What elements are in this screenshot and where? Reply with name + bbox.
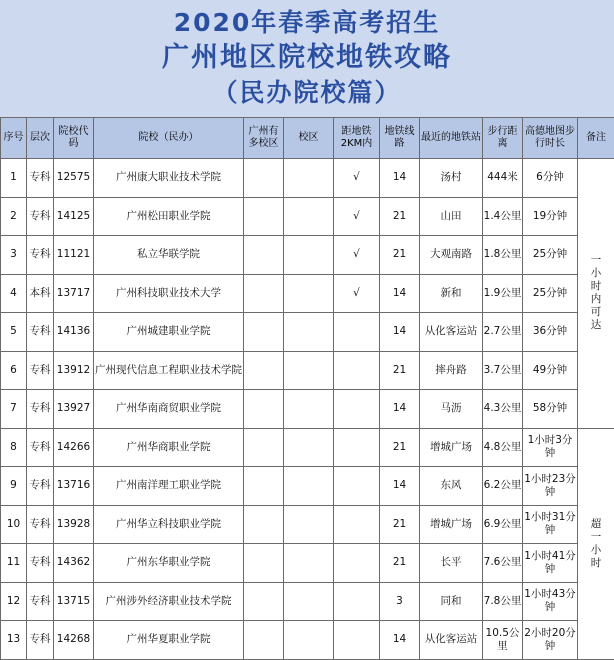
row-multi-campus — [244, 428, 284, 467]
table-row — [1, 313, 614, 352]
row-station: 大观南路 — [420, 236, 483, 275]
row-distance: 3.7公里 — [483, 351, 523, 390]
table-row — [1, 159, 614, 198]
header-row — [1, 118, 614, 159]
remark-text: 一小时内可达 — [590, 254, 602, 332]
row-station: 从化客运站 — [420, 313, 483, 352]
row-campus — [284, 159, 334, 198]
table-row — [1, 274, 614, 313]
row-school: 广州南洋理工职业学院 — [94, 467, 244, 506]
row-metro-line: 14 — [380, 621, 420, 660]
row-school: 私立华联学院 — [94, 236, 244, 275]
row-within-2km — [334, 621, 380, 660]
table-row — [1, 505, 614, 544]
header-campus: 校区 — [284, 118, 334, 159]
row-code: 14125 — [54, 197, 94, 236]
table-row — [1, 544, 614, 583]
row-level: 专科 — [27, 313, 54, 352]
header-station: 最近的地铁站 — [420, 118, 483, 159]
row-walk-time: 6分钟 — [523, 159, 578, 198]
row-metro-line: 14 — [380, 274, 420, 313]
table-row — [1, 467, 614, 506]
row-code: 12575 — [54, 159, 94, 198]
row-distance: 1.8公里 — [483, 236, 523, 275]
header-code: 院校代码 — [54, 118, 94, 159]
row-walk-time: 1小时43分钟 — [523, 582, 578, 621]
row-level: 专科 — [27, 236, 54, 275]
row-metro-line: 21 — [380, 544, 420, 583]
row-station: 山田 — [420, 197, 483, 236]
header-multi-campus: 广州有多校区 — [244, 118, 284, 159]
table-body — [1, 159, 614, 660]
row-level: 专科 — [27, 197, 54, 236]
row-campus — [284, 390, 334, 429]
row-level: 专科 — [27, 159, 54, 198]
row-metro-line: 21 — [380, 351, 420, 390]
row-within-2km — [334, 582, 380, 621]
row-distance: 7.8公里 — [483, 582, 523, 621]
row-multi-campus — [244, 621, 284, 660]
row-distance: 1.4公里 — [483, 197, 523, 236]
row-within-2km: √ — [334, 274, 380, 313]
header-metro-line: 地铁线路 — [380, 118, 420, 159]
row-distance: 444米 — [483, 159, 523, 198]
row-metro-line: 21 — [380, 236, 420, 275]
row-level: 专科 — [27, 621, 54, 660]
remark-text: 超一小时 — [590, 517, 602, 569]
header-school: 院校（民办） — [94, 118, 244, 159]
table-row — [1, 236, 614, 275]
row-code: 14362 — [54, 544, 94, 583]
row-walk-time: 1小时41分钟 — [523, 544, 578, 583]
row-code: 14268 — [54, 621, 94, 660]
row-multi-campus — [244, 582, 284, 621]
row-level: 专科 — [27, 467, 54, 506]
row-school: 广州城建职业学院 — [94, 313, 244, 352]
row-distance: 6.9公里 — [483, 505, 523, 544]
row-campus — [284, 313, 334, 352]
header-walk-time: 高德地图步行时长 — [523, 118, 578, 159]
row-distance: 1.9公里 — [483, 274, 523, 313]
row-code: 13717 — [54, 274, 94, 313]
row-campus — [284, 236, 334, 275]
row-school: 广州康大职业技术学院 — [94, 159, 244, 198]
row-distance: 4.3公里 — [483, 390, 523, 429]
row-level: 本科 — [27, 274, 54, 313]
row-school: 广州华夏职业学院 — [94, 621, 244, 660]
row-walk-time: 58分钟 — [523, 390, 578, 429]
row-code: 14266 — [54, 428, 94, 467]
row-within-2km — [334, 467, 380, 506]
table-row — [1, 621, 614, 660]
row-multi-campus — [244, 390, 284, 429]
row-seq: 10 — [1, 505, 27, 544]
row-campus — [284, 274, 334, 313]
row-seq: 6 — [1, 351, 27, 390]
table-row — [1, 428, 614, 467]
row-code: 11121 — [54, 236, 94, 275]
row-walk-time: 1小时23分钟 — [523, 467, 578, 506]
row-campus — [284, 621, 334, 660]
table-row — [1, 582, 614, 621]
row-code: 14136 — [54, 313, 94, 352]
row-campus — [284, 428, 334, 467]
row-multi-campus — [244, 236, 284, 275]
row-station: 新和 — [420, 274, 483, 313]
row-multi-campus — [244, 544, 284, 583]
row-campus — [284, 582, 334, 621]
row-school: 广州华商职业学院 — [94, 428, 244, 467]
row-multi-campus — [244, 313, 284, 352]
row-distance: 4.8公里 — [483, 428, 523, 467]
row-level: 专科 — [27, 390, 54, 429]
row-seq: 12 — [1, 582, 27, 621]
row-code: 13715 — [54, 582, 94, 621]
row-within-2km — [334, 505, 380, 544]
row-metro-line: 14 — [380, 313, 420, 352]
row-school: 广州东华职业学院 — [94, 544, 244, 583]
row-within-2km: √ — [334, 197, 380, 236]
row-school: 广州松田职业学院 — [94, 197, 244, 236]
row-level: 专科 — [27, 582, 54, 621]
row-metro-line: 21 — [380, 428, 420, 467]
row-station: 东风 — [420, 467, 483, 506]
row-multi-campus — [244, 505, 284, 544]
header-seq: 序号 — [1, 118, 27, 159]
row-multi-campus — [244, 159, 284, 198]
title-line-3: （民办院校篇） — [212, 78, 402, 107]
row-metro-line: 14 — [380, 159, 420, 198]
row-station: 长平 — [420, 544, 483, 583]
header-level: 层次 — [27, 118, 54, 159]
row-level: 专科 — [27, 428, 54, 467]
row-distance: 10.5公里 — [483, 621, 523, 660]
row-station: 马沥 — [420, 390, 483, 429]
row-station: 增城广场 — [420, 505, 483, 544]
header-distance: 步行距离 — [483, 118, 523, 159]
table-row — [1, 390, 614, 429]
row-campus — [284, 505, 334, 544]
header-remark: 备注 — [578, 118, 614, 159]
table-row — [1, 351, 614, 390]
row-station: 增城广场 — [420, 428, 483, 467]
row-school: 广州科技职业技术大学 — [94, 274, 244, 313]
row-within-2km — [334, 428, 380, 467]
row-station: 同和 — [420, 582, 483, 621]
title-line-1: 2020年春季高考招生 — [173, 8, 441, 37]
row-level: 专科 — [27, 505, 54, 544]
row-seq: 5 — [1, 313, 27, 352]
row-station: 摔舟路 — [420, 351, 483, 390]
row-seq: 3 — [1, 236, 27, 275]
row-distance: 2.7公里 — [483, 313, 523, 352]
row-multi-campus — [244, 197, 284, 236]
row-campus — [284, 351, 334, 390]
row-seq: 4 — [1, 274, 27, 313]
row-walk-time: 19分钟 — [523, 197, 578, 236]
row-walk-time: 25分钟 — [523, 274, 578, 313]
row-distance: 7.6公里 — [483, 544, 523, 583]
row-school: 广州华南商贸职业学院 — [94, 390, 244, 429]
row-multi-campus — [244, 274, 284, 313]
row-distance: 6.2公里 — [483, 467, 523, 506]
remark-over-hour — [578, 428, 614, 659]
row-seq: 1 — [1, 159, 27, 198]
row-seq: 11 — [1, 544, 27, 583]
row-metro-line: 21 — [380, 197, 420, 236]
row-seq: 7 — [1, 390, 27, 429]
row-metro-line: 21 — [380, 505, 420, 544]
row-walk-time: 1小时3分钟 — [523, 428, 578, 467]
row-school: 广州现代信息工程职业技术学院 — [94, 351, 244, 390]
row-walk-time: 25分钟 — [523, 236, 578, 275]
row-code: 13912 — [54, 351, 94, 390]
row-station: 从化客运站 — [420, 621, 483, 660]
row-multi-campus — [244, 467, 284, 506]
row-level: 专科 — [27, 351, 54, 390]
row-walk-time: 1小时31分钟 — [523, 505, 578, 544]
remark-within-hour — [578, 159, 614, 429]
row-within-2km — [334, 390, 380, 429]
row-level: 专科 — [27, 544, 54, 583]
row-seq: 2 — [1, 197, 27, 236]
row-campus — [284, 467, 334, 506]
row-metro-line: 14 — [380, 467, 420, 506]
row-within-2km — [334, 544, 380, 583]
row-metro-line: 14 — [380, 390, 420, 429]
row-seq: 8 — [1, 428, 27, 467]
row-school: 广州华立科技职业学院 — [94, 505, 244, 544]
row-code: 13927 — [54, 390, 94, 429]
row-code: 13928 — [54, 505, 94, 544]
row-code: 13716 — [54, 467, 94, 506]
row-walk-time: 36分钟 — [523, 313, 578, 352]
row-metro-line: 3 — [380, 582, 420, 621]
row-seq: 9 — [1, 467, 27, 506]
row-seq: 13 — [1, 621, 27, 660]
table-row — [1, 197, 614, 236]
title-banner — [0, 0, 614, 117]
row-school: 广州涉外经济职业技术学院 — [94, 582, 244, 621]
row-within-2km — [334, 351, 380, 390]
row-within-2km — [334, 313, 380, 352]
title-line-2: 广州地区院校地铁攻略 — [162, 42, 452, 73]
row-campus — [284, 544, 334, 583]
row-within-2km: √ — [334, 236, 380, 275]
row-walk-time: 49分钟 — [523, 351, 578, 390]
header-within-2km: 距地铁2KM内 — [334, 118, 380, 159]
row-walk-time: 2小时20分钟 — [523, 621, 578, 660]
row-station: 汤村 — [420, 159, 483, 198]
row-within-2km: √ — [334, 159, 380, 198]
row-multi-campus — [244, 351, 284, 390]
school-table — [0, 117, 614, 660]
row-campus — [284, 197, 334, 236]
